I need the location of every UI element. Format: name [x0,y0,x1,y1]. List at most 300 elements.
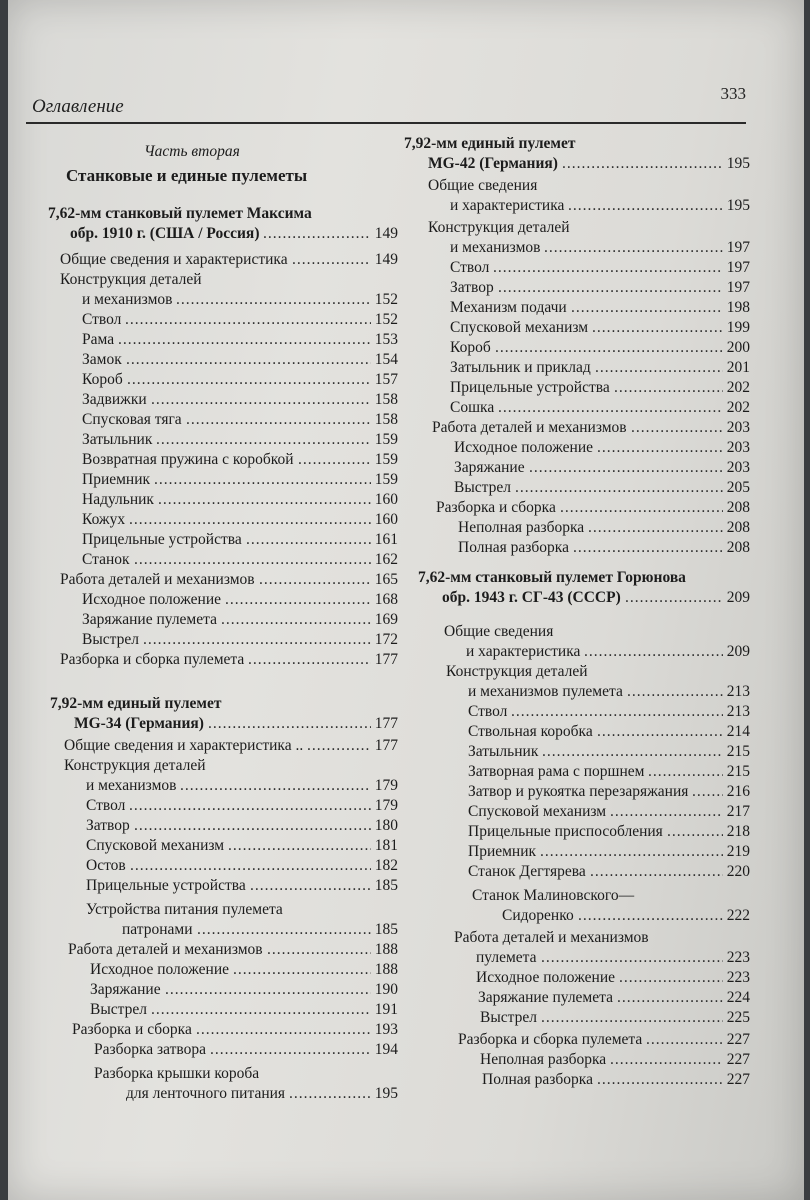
dot-leader [584,642,723,662]
toc-entry-page: 185 [374,921,398,938]
toc-entry [44,310,398,330]
toc-entry-title: и характеристика [450,197,565,214]
toc-entry-title: Разборка и сборка пулемета [458,1031,643,1048]
toc-entry-page: 215 [726,763,750,780]
toc-entry-page: 208 [726,539,750,556]
toc-entry-title: Выстрел [480,1009,537,1026]
dot-leader [667,822,723,842]
toc-entry-page: 179 [374,777,398,794]
dot-leader [560,498,723,518]
toc-entry-title: Разборка и сборка [436,499,556,516]
toc-entry [44,390,398,410]
toc-entry-title: Неполная разборка [458,519,585,536]
toc-entry [398,278,750,298]
toc-entry-title: Приемник [468,843,537,860]
dot-leader [544,238,723,258]
dot-leader [498,278,723,298]
dot-leader [588,518,723,538]
toc-entry-page: 217 [726,803,750,820]
toc-entry-title: Задвижки [82,391,147,408]
dot-leader [648,762,723,782]
toc-entry-page: 225 [726,1009,750,1026]
toc-entry [398,196,750,216]
toc-entry-page: 159 [374,451,398,468]
toc-entry [44,776,398,796]
toc-entry-title: Кожух [82,511,126,528]
toc-entry [44,570,398,590]
dot-leader [129,510,371,530]
toc-entry-page: 208 [726,519,750,536]
dot-leader [196,1020,371,1040]
dot-leader [180,776,371,796]
toc-entry-title: Замок [82,351,122,368]
toc-entry-page: 227 [726,1051,750,1068]
toc-entry [44,166,398,186]
toc-entry-page: 199 [726,319,750,336]
toc-entry-title: Затыльник и приклад [450,359,591,376]
toc-entry-page: 168 [374,591,398,608]
dot-leader [259,570,371,590]
dot-leader [298,450,371,470]
toc-entry [398,338,750,358]
dot-leader [125,310,371,330]
toc-entry [398,988,750,1008]
toc-entry-title: Короб [82,371,123,388]
toc-entry [44,430,398,450]
toc-entry [398,682,750,702]
toc-entry-page: 154 [374,351,398,368]
toc-entry-title: обр. 1910 г. (США / Россия) [70,225,260,242]
dot-leader [597,438,723,458]
toc-entry-page: 177 [374,737,398,754]
dot-leader [143,630,371,650]
toc-entry-page: 202 [726,399,750,416]
toc-entry-title: Работа деталей и механизмов [454,929,649,946]
toc-entry [44,270,398,290]
toc-entry-title: Короб [450,339,491,356]
toc-entry [398,928,750,948]
dot-leader [578,906,723,926]
toc-entry-title: и механизмов [82,291,173,308]
dot-leader [529,458,723,478]
toc-entry [44,980,398,1000]
toc-entry [44,610,398,630]
toc-entry-title: Разборка и сборка [72,1021,192,1038]
toc-entry-page: 188 [374,961,398,978]
toc-entry [398,498,750,518]
dot-leader [197,920,371,940]
dot-leader [165,980,371,1000]
toc-entry-page: 213 [726,703,750,720]
toc-entry-page: 180 [374,817,398,834]
toc-entry-page: 188 [374,941,398,958]
toc-entry-title: Работа деталей и механизмов [68,941,263,958]
toc-entry [398,1008,750,1028]
dot-leader [210,1040,371,1060]
toc-entry-title: Работа деталей и механизмов [432,419,627,436]
dot-leader [627,682,723,702]
toc-entry-title: Механизм подачи [450,299,567,316]
dot-leader [225,590,371,610]
dot-leader [511,702,723,722]
toc-entry-page: 158 [374,411,398,428]
toc-entry [44,330,398,350]
toc-entry-title: Полная разборка [482,1071,593,1088]
toc-entry-page: 169 [374,611,398,628]
toc-entry [398,176,750,196]
toc-entry [398,518,750,538]
page-number: 333 [720,84,746,103]
toc-entry [44,290,398,310]
toc-entry [44,630,398,650]
toc-entry-page: 202 [726,379,750,396]
toc-entry-title: Затвор и рукоятка перезаряжания [468,783,689,800]
book-page [8,0,804,1200]
toc-entry-page: 201 [726,359,750,376]
dot-leader [246,530,371,550]
dot-leader [134,816,371,836]
toc-entry-page: 190 [374,981,398,998]
toc-entry-title: 7,92-мм единый пулемет [404,135,576,152]
toc-entry-title: Прицельные устройства [82,531,242,548]
toc-entry [44,920,398,940]
toc-entry-title: Прицельные устройства [450,379,610,396]
toc-entry [44,650,398,670]
toc-entry [44,1020,398,1040]
toc-entry-page: 158 [374,391,398,408]
toc-entry [398,722,750,742]
toc-entry [44,350,398,370]
toc-entry [398,588,750,608]
dot-leader [248,650,371,670]
toc-entry-title: 7,62-мм станковый пулемет Горюнова [418,569,686,586]
toc-entry-title: Часть вторая [144,143,240,160]
toc-entry-title: Станковые и единые пулеметы [66,166,308,185]
dot-leader [493,258,723,278]
toc-entry-title: и механизмов [450,239,541,256]
toc-entry [398,842,750,862]
toc-entry-page: 172 [374,631,398,648]
toc-entry-page: 223 [726,949,750,966]
toc-entry-title: MG-42 (Германия) [428,155,558,172]
toc-entry [398,568,750,588]
toc-entry-title: Конструкция деталей [428,219,570,236]
toc-entry [398,458,750,478]
toc-entry-page: 224 [726,989,750,1006]
toc-entry-title: Затыльник [82,431,153,448]
toc-entry-page: 177 [374,651,398,668]
toc-entry-title: Возвратная пружина с коробкой [82,451,294,468]
toc-entry-page: 209 [726,643,750,660]
toc-entry [398,1070,750,1090]
dot-leader [221,610,371,630]
toc-entry [398,218,750,238]
dot-leader [617,988,723,1008]
toc-entry-page: 203 [726,419,750,436]
toc-entry-title: Исходное положение [476,969,616,986]
toc-entry-title: Спусковой механизм [450,319,589,336]
toc-entry-page: 213 [726,683,750,700]
toc-entry [44,450,398,470]
dot-leader [540,842,723,862]
dot-leader [498,398,723,418]
dot-leader [176,290,371,310]
toc-entry-page: 214 [726,723,750,740]
toc-entry-page: 220 [726,863,750,880]
toc-entry-title: и механизмов пулемета [468,683,623,700]
toc-entry [398,968,750,988]
dot-leader [571,298,723,318]
toc-entry-title: Остов [86,857,126,874]
toc-entry-title: Выстрел [90,1001,147,1018]
toc-entry-page: 149 [374,251,398,268]
toc-entry [398,642,750,662]
toc-entry [44,1000,398,1020]
toc-entry-title: Затворная рама с поршнем [468,763,645,780]
toc-entry-title: Выстрел [82,631,139,648]
toc-entry-title: Прицельные устройства [86,877,246,894]
toc-entry-title: для ленточного питания [126,1085,286,1102]
toc-entry-title: Станок Дегтярева [468,863,586,880]
dot-leader [592,318,723,338]
toc-entry-title: Выстрел [454,479,511,496]
toc-entry-title: Исходное положение [454,439,594,456]
toc-entry [44,1064,398,1084]
toc-entry-title: Прицельные приспособления [468,823,663,840]
toc-entry-page: 216 [726,783,750,800]
toc-entry [398,418,750,438]
toc-entry [44,796,398,816]
toc-entry-title: 7,92-мм единый пулемет [50,695,222,712]
dot-leader [130,856,371,876]
dot-leader [154,470,371,490]
dot-leader [151,1000,371,1020]
toc-entry [398,886,750,906]
toc-entry-title: 7,62-мм станковый пулемет Максима [48,205,312,222]
toc-entry [44,1084,398,1104]
dot-leader [631,418,723,438]
dot-leader [129,796,371,816]
dot-leader [610,802,723,822]
toc-entry-page: 194 [374,1041,398,1058]
dot-leader [263,224,371,244]
toc-entry-title: MG-34 (Германия) [74,715,204,732]
toc-entry-page: 159 [374,471,398,488]
toc-entry [398,622,750,642]
toc-entry [44,836,398,856]
toc-entry-page: 179 [374,797,398,814]
toc-entry-page: 177 [374,715,398,732]
toc-entry-title: Общие сведения [428,177,538,194]
dot-leader [134,550,371,570]
toc-entry-title: Заряжание [90,981,161,998]
toc-entry-title: Ствол [450,259,490,276]
toc-entry-page: 185 [374,877,398,894]
toc-entry-page: 157 [374,371,398,388]
toc-entry-title: Заряжание [454,459,525,476]
toc-entry-title: Спусковой механизм [86,837,225,854]
dot-leader [127,370,371,390]
dot-leader [208,714,371,734]
toc-entry-page: 195 [726,197,750,214]
dot-leader [228,836,371,856]
toc-entry-title: Конструкция деталей [446,663,588,680]
toc-entry-title: Исходное положение [90,961,230,978]
toc-entry [398,378,750,398]
toc-entry-title: Конструкция деталей [64,757,206,774]
toc-entry-title: Сидоренко [502,907,574,924]
toc-entry [44,714,398,734]
toc-entry-page: 197 [726,239,750,256]
toc-entry-title: Разборка крышки короба [94,1065,260,1082]
toc-entry-title: Спусковая тяга [82,411,182,428]
dot-leader [289,1084,371,1104]
running-title: Оглавление [32,96,124,117]
toc-entry-page: 205 [726,479,750,496]
toc-entry-page: 219 [726,843,750,860]
dot-leader [495,338,723,358]
toc-entry [398,822,750,842]
toc-entry-page: 197 [726,259,750,276]
toc-entry [44,204,398,224]
dot-leader [541,948,723,968]
toc-entry-title: Общие сведения и характеристика [60,251,288,268]
toc-entry-title: Затвор [86,817,130,834]
toc-entry-page: 193 [374,1021,398,1038]
toc-entry-page: 203 [726,459,750,476]
dot-leader [542,742,723,762]
toc-entry-title: Ствольная коробка [468,723,593,740]
toc-entry-page: 208 [726,499,750,516]
dot-leader [568,196,723,216]
toc-entry [44,1040,398,1060]
toc-entry [398,1030,750,1050]
dot-leader [186,410,371,430]
toc-entry [398,258,750,278]
toc-entry [398,782,750,802]
toc-entry-page: 200 [726,339,750,356]
toc-entry-page: 160 [374,491,398,508]
dot-leader [595,358,723,378]
toc-entry-page: 218 [726,823,750,840]
dot-leader [619,968,723,988]
toc-entry-page: 222 [726,907,750,924]
toc-entry [44,142,398,162]
dot-leader [610,1050,723,1070]
toc-entry [44,470,398,490]
toc-entry [398,478,750,498]
toc-entry-page: 191 [374,1001,398,1018]
toc-entry-title: Разборка затвора [94,1041,207,1058]
toc-entry [44,736,398,756]
toc-entry-page: 153 [374,331,398,348]
dot-leader [292,250,371,270]
toc-entry [44,510,398,530]
dot-leader [541,1008,723,1028]
toc-entry [44,856,398,876]
toc-entry [398,438,750,458]
toc-entry-title: Конструкция деталей [60,271,202,288]
toc-entry [44,940,398,960]
toc-entry-title: Надульник [82,491,154,508]
dot-leader [573,538,723,558]
toc-entry [44,410,398,430]
dot-leader [597,1070,723,1090]
toc-entry-title: Разборка и сборка пулемета [60,651,245,668]
toc-entry [398,802,750,822]
dot-leader [156,430,371,450]
toc-entry [398,742,750,762]
toc-entry [44,550,398,570]
toc-entry [44,900,398,920]
toc-entry-title: Исходное положение [82,591,222,608]
toc-entry [398,318,750,338]
toc-entry-page: 223 [726,969,750,986]
toc-entry-title: Станок [82,551,130,568]
toc-entry-title: Сошка [450,399,495,416]
toc-entry-page: 182 [374,857,398,874]
toc-entry-title: Приемник [82,471,151,488]
toc-entry-page: 165 [374,571,398,588]
toc-entry [398,398,750,418]
toc-entry [398,238,750,258]
toc-entry-page: 203 [726,439,750,456]
dot-leader [590,862,723,882]
toc-entry-title: Рама [82,331,115,348]
toc-entry [398,358,750,378]
toc-entry-page: 152 [374,291,398,308]
dot-leader [515,478,723,498]
dot-leader [118,330,371,350]
toc-entry [398,906,750,926]
toc-entry-title: Общие сведения [444,623,554,640]
toc-entry [44,876,398,896]
toc-entry [44,816,398,836]
toc-entry-title: и механизмов [86,777,177,794]
toc-entry-title: Заряжание пулемета [82,611,217,628]
toc-entry [44,490,398,510]
dot-leader [158,490,371,510]
dot-leader [614,378,723,398]
dot-leader [233,960,371,980]
toc-entry [44,756,398,776]
header-rule [26,122,746,124]
toc-entry-page: 149 [374,225,398,242]
toc-entry-page: 152 [374,311,398,328]
toc-entry-page: 215 [726,743,750,760]
toc-entry-title: Станок Малиновского— [472,887,635,904]
toc-entry-title: Ствол [86,797,126,814]
toc-entry-title: патронами [122,921,193,938]
toc-entry [398,538,750,558]
toc-entry [398,134,750,154]
toc-entry [44,530,398,550]
toc-entry-title: Работа деталей и механизмов [60,571,255,588]
toc-entry [44,250,398,270]
toc-entry [44,694,398,714]
toc-entry-page: 209 [726,589,750,606]
toc-entry-page: 181 [374,837,398,854]
dot-leader [151,390,371,410]
toc-entry-title: Ствол [468,703,508,720]
toc-entry-title: Полная разборка [458,539,569,556]
dot-leader [250,876,371,896]
toc-entry [44,370,398,390]
toc-entry-title: Устройства питания пулемета [86,901,283,918]
running-header [26,84,746,124]
toc-entry [398,948,750,968]
toc-entry-title: Ствол [82,311,122,328]
